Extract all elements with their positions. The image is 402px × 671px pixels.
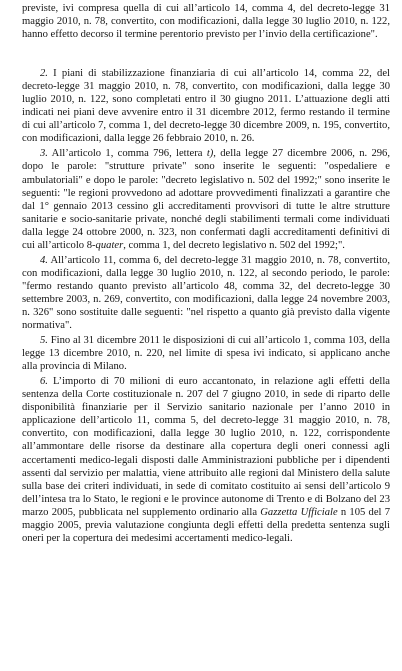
italic-text-segment: 6.: [40, 376, 48, 388]
italic-text-segment: Gazzetta Ufficiale: [260, 506, 338, 518]
italic-text-segment: 3.: [40, 148, 48, 160]
italic-text-segment: 4.: [40, 254, 48, 266]
italic-text-segment: 5.: [40, 335, 48, 347]
paragraph-6: [22, 375, 390, 545]
paragraph-3: [22, 147, 390, 251]
text-column: [22, 2, 390, 545]
paragraph-4: [22, 254, 390, 332]
paragraph-continuation: [22, 2, 390, 41]
text-segment: previste, ivi compresa quella di cui all’articolo 14, comma 4, del decreto-legge 31 maggio 2010, n. 78, convertito, con modificazioni, dalla legge 30 luglio 2010, n. 122, hanno effetto decorso il termine perentorio previsto per l’invio della certificazione".: [22, 3, 390, 41]
italic-text-segment: 2.: [40, 68, 48, 80]
text-segment: L’importo di 70 milioni di euro accantonato, in relazione agli effetti della sentenza della Corte costituzionale n. 207 del 7 giugno 2010, in sede di riparto delle disponibilità finanziarie per il Servizio sanitario nazionale per l’anno 2010 in applicazione dell’articolo 11, comma 5, del decreto-legge 31 maggio 2010, n. 78, convertito, con modificazioni, dalla legge 30 luglio 2010, n. 122, corrispondente all’ammontare delle risorse da destinare alla copertura degli oneri connessi agli accertamenti medico-legali disposti dalle Amministrazioni pubbliche per i dipendenti assenti dal servizio per malattia, viene attribuito alle regioni dal Ministero della salute sulla base dei criteri individuati, in sede di comitato costituito ai sensi dell’articolo 9 dell’intesa tra lo Stato, le regioni e le province autonome di Trento e di Bolzano del 23 marzo 2005, pubblicata nel supplemento ordinario alla: [22, 376, 390, 518]
text-segment: Fino al 31 dicembre 2011 le disposizioni di cui all’articolo 1, comma 103, della legge 13 dicembre 2010, n. 220, nel limite di spesa ivi indicato, si applicano anche alla provincia di Milano.: [22, 335, 390, 373]
text-segment: , comma 1, del decreto legislativo n. 502 del 1992;".: [123, 239, 345, 251]
text-segment: All’articolo 1, comma 796, lettera: [47, 148, 207, 160]
text-segment: All’articolo 11, comma 6, del decreto-legge 31 maggio 2010, n. 78, convertito, con modificazioni, dalla legge 30 luglio 2010, n. 122, al secondo periodo, le parole: "fermo restando quanto previsto all’articolo 48, comma 32, del decreto-legge 30 settembre 2003, n. 269, convertito, con modificazioni, dalla legge 24 novembre 2003, n. 326" sono sostituite dalle seguenti: "nel rispetto a quanto già previsto dalla vigente normativa".: [22, 254, 390, 332]
text-segment: n 105 del 7 maggio 2005, previa valutazione congiunta degli effetti della predetta sentenza sugli oneri per la copertura dei medesimi accertamenti medico-legali.: [22, 506, 391, 544]
paragraph-2: [22, 67, 390, 145]
italic-text-segment: quater: [95, 239, 124, 251]
paragraph-5: [22, 334, 390, 373]
text-segment: I piani di stabilizzazione finanziaria di cui all’articolo 14, comma 22, del decreto-legge 31 maggio 2010, n. 78, convertito, con modificazioni, dalla legge 30 luglio 2010, n. 122, sono completati entro il 30 giugno 2011. L’attuazione degli atti indicati nei piani deve avvenire entro il 31 dicembre 2012, fermo restando il termine di cui all’articolo 7, comma 1, del decreto-legge 30 dicembre 2009, n. 195, convertito, con modificazioni, dalla legge 26 febbraio 2010, n. 26.: [22, 68, 390, 145]
italic-text-segment: t): [206, 148, 214, 160]
text-segment: , della legge 27 dicembre 2006, n. 296, dopo le parole: "strutture private" sono inserite le seguenti: "ospedaliere e ambulatoriali" e dopo le parole: "decreto legislativo n. 502 del 1992;" sono inserite le seguenti: "le regioni provvedono ad adottare provvedimenti finalizzati a garantire che dal 1° gennaio 2013 cessino gli accreditamenti provvisori di tutte le altre strutture sanitarie e socio-sanitarie private, nonché degli stabilimenti termali come individuati dalla legge 24 ottobre 2000, n. 323, non confermati dagli accreditamenti definitivi di cui all’articolo 8-: [22, 148, 390, 251]
